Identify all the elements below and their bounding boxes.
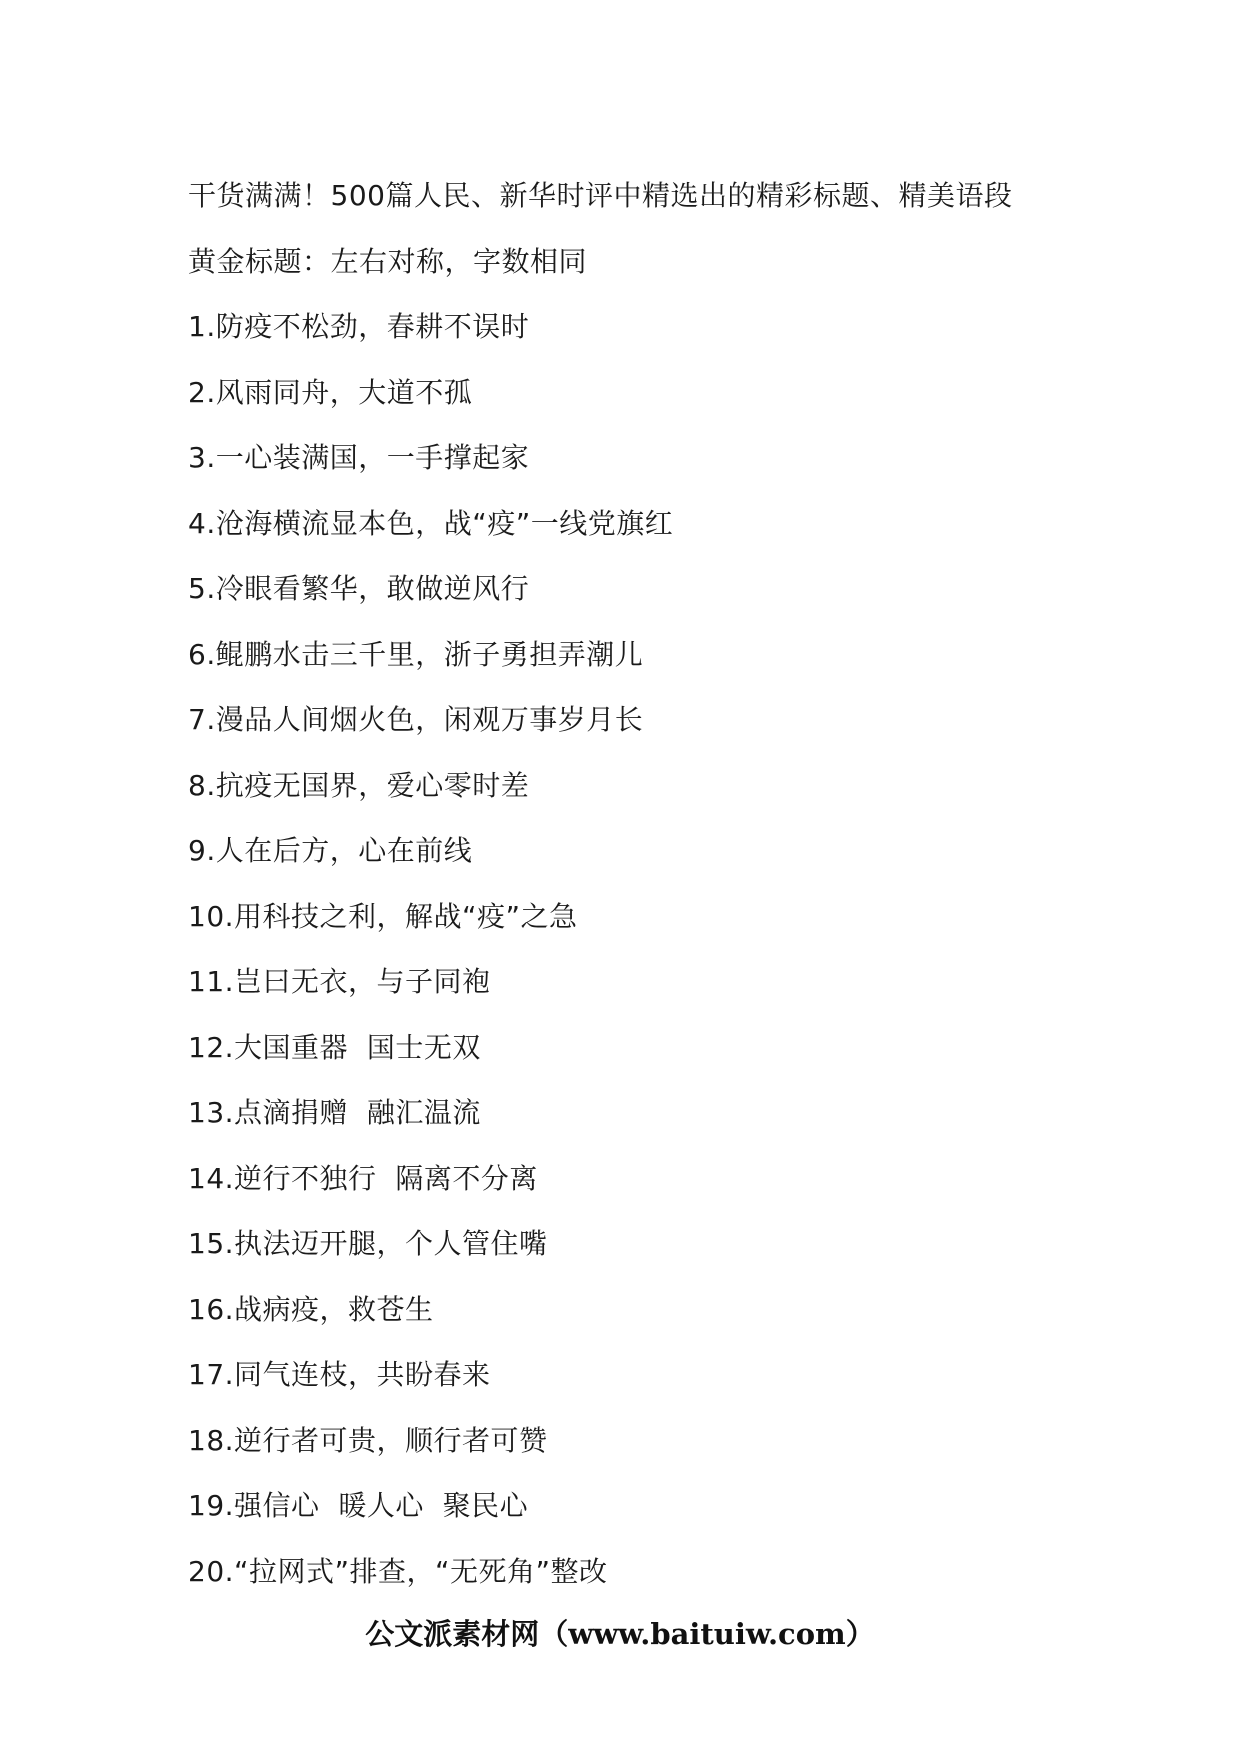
document-subtitle: 黄金标题：左右对称，字数相同 bbox=[188, 244, 588, 278]
list-item: 14.逆行不独行 隔离不分离 bbox=[188, 1161, 538, 1195]
list-item: 13.点滴捐赠 融汇温流 bbox=[188, 1096, 481, 1129]
list-item: 8.抗疫无国界，爱心零时差 bbox=[188, 768, 530, 802]
list-item: 16.战病疫，救苍生 bbox=[188, 1292, 434, 1326]
list-item: 1.防疫不松劲，春耕不误时 bbox=[188, 310, 530, 343]
list-item: 3.一心装满国，一手撑起家 bbox=[188, 441, 530, 474]
list-item: 11.岂曰无衣，与子同袍 bbox=[188, 965, 491, 998]
list-item: 7.漫品人间烟火色，闲观万事岁月长 bbox=[188, 703, 644, 736]
document-body bbox=[188, 172, 1108, 1613]
list-item: 5.冷眼看繁华，敢做逆风行 bbox=[188, 572, 530, 605]
list-item: 6.鲲鹏水击三千里，浙子勇担弄潮儿 bbox=[188, 637, 644, 671]
list-item: 20.“拉网式”排查，“无死角”整改 bbox=[188, 1554, 608, 1588]
list-item: 4.沧海横流显本色，战“疫”一线党旗红 bbox=[188, 506, 674, 540]
list-item: 10.用科技之利，解战“疫”之急 bbox=[188, 899, 578, 933]
list-item: 19.强信心 暖人心 聚民心 bbox=[188, 1489, 529, 1522]
list-item: 15.执法迈开腿，个人管住嘴 bbox=[188, 1227, 548, 1260]
list-item: 2.风雨同舟，大道不孤 bbox=[188, 375, 473, 409]
list-item: 12.大国重器 国士无双 bbox=[188, 1030, 481, 1064]
list-item: 18.逆行者可贵，顺行者可赞 bbox=[188, 1423, 548, 1457]
document-title: 干货满满！500篇人民、新华时评中精选出的精彩标题、精美语段 bbox=[188, 179, 1013, 212]
footer-source: 公文派素材网（www.baituiw.com） bbox=[365, 1617, 875, 1651]
list-item: 9.人在后方，心在前线 bbox=[188, 834, 473, 867]
list-item: 17.同气连枝，共盼春来 bbox=[188, 1358, 491, 1391]
